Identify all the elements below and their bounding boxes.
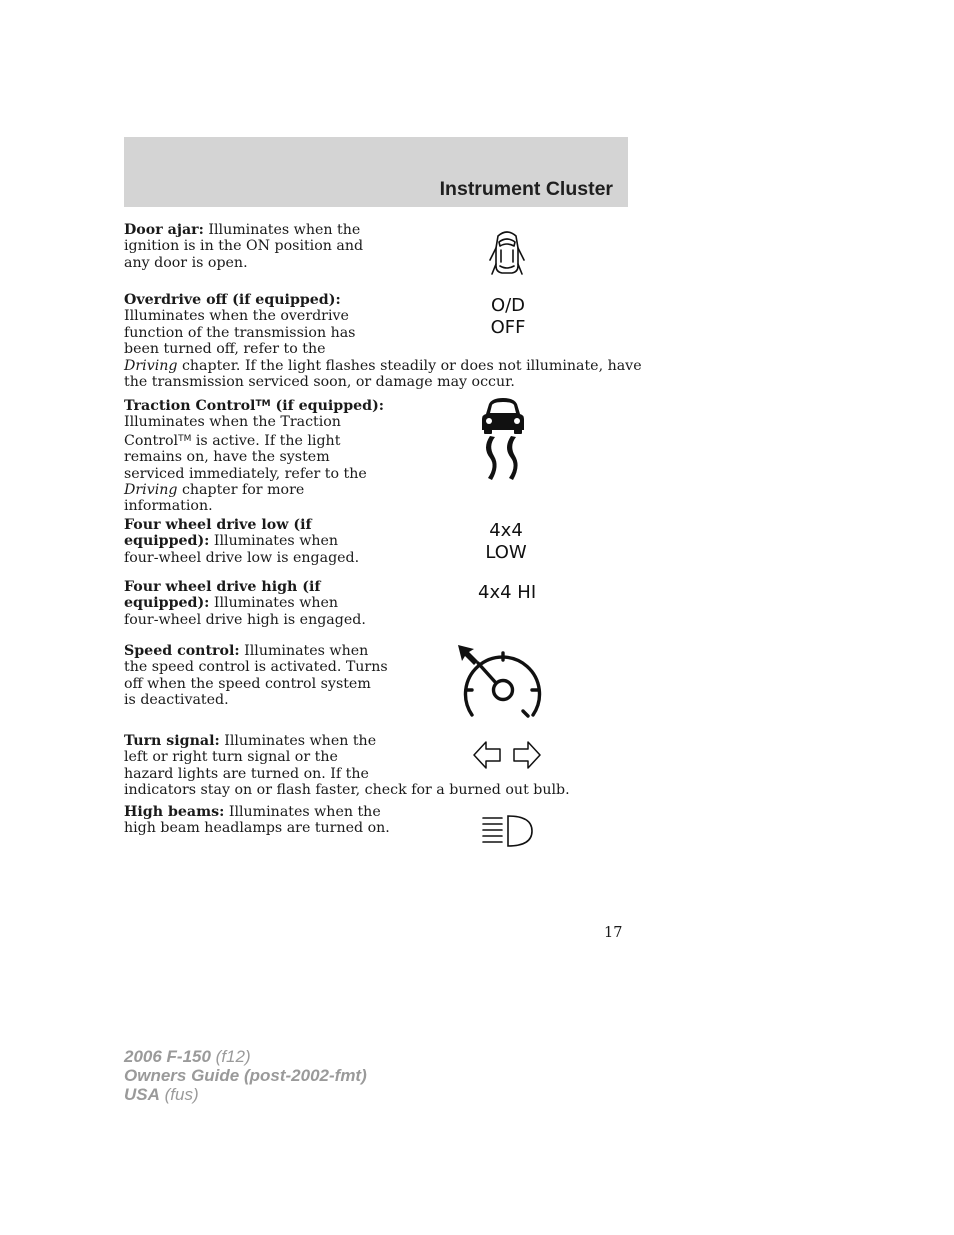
high-beam-icon <box>480 814 536 848</box>
four-wheel-high-description: Four wheel drive high (if equipped): Illuminates when four-wheel drive high is engaged. <box>124 579 366 628</box>
turn-signal-label: Turn signal: <box>124 733 220 749</box>
four-wheel-high-indicator: 4x4 HI <box>478 582 537 603</box>
speed-control-description: Speed control: Illuminates when the speed control is activated. Turns off when the speed control system is deactivated. <box>124 643 388 709</box>
footer-model: 2006 F-150 <box>124 1047 211 1066</box>
traction-control-label: Traction Control <box>124 398 256 414</box>
door-ajar-description: Door ajar: Illuminates when the ignition is in the ON position and any door is open. <box>124 222 364 271</box>
four-wheel-low-label: Four wheel drive low (if <box>124 517 312 533</box>
high-beams-label: High beams: <box>124 804 225 820</box>
turn-signal-icon <box>472 740 542 770</box>
document-footer: 2006 F-150 (f12) Owners Guide (post-2002-fmt) USA (fus) <box>124 1047 367 1104</box>
page-title: Instrument Cluster <box>439 178 613 200</box>
footer-region: USA <box>124 1085 160 1104</box>
overdrive-off-indicator: O/D OFF <box>490 295 526 338</box>
footer-guide: Owners Guide (post-2002-fmt) <box>124 1066 367 1085</box>
traction-control-description: Traction Control™ (if equipped): Illuminates when the Traction Control™ is active. If the light remains on, have the system serviced immediately, refer to the Driving chapter for more information. <box>124 398 385 515</box>
speed-control-label: Speed control: <box>124 643 240 659</box>
section-header <box>124 137 628 207</box>
four-wheel-low-indicator: 4x4 LOW <box>485 520 527 563</box>
overdrive-description: Overdrive off (if equipped): Illuminates when the overdrive function of the transmission has been turned off, refer to the Driving chapter. If the light flashes steadily or does not illuminate, have the transmission serviced soon, or damage may occur. <box>124 292 642 391</box>
high-beams-description: High beams: Illuminates when the high beam headlamps are turned on. <box>124 804 390 837</box>
turn-signal-description: Turn signal: Illuminates when the left or right turn signal or the hazard lights are turned on. If the indicators stay on or flash faster, check for a burned out bulb. <box>124 733 570 799</box>
speed-control-icon <box>456 643 544 723</box>
door-ajar-icon <box>488 226 526 278</box>
four-wheel-low-description: Four wheel drive low (if equipped): Illuminates when four-wheel drive low is engaged. <box>124 517 360 566</box>
page-number: 17 <box>604 925 623 941</box>
door-ajar-label: Door ajar: <box>124 222 204 238</box>
four-wheel-high-label: Four wheel drive high (if <box>124 579 321 595</box>
traction-control-icon <box>478 396 528 482</box>
overdrive-label: Overdrive off (if equipped): <box>124 292 341 308</box>
